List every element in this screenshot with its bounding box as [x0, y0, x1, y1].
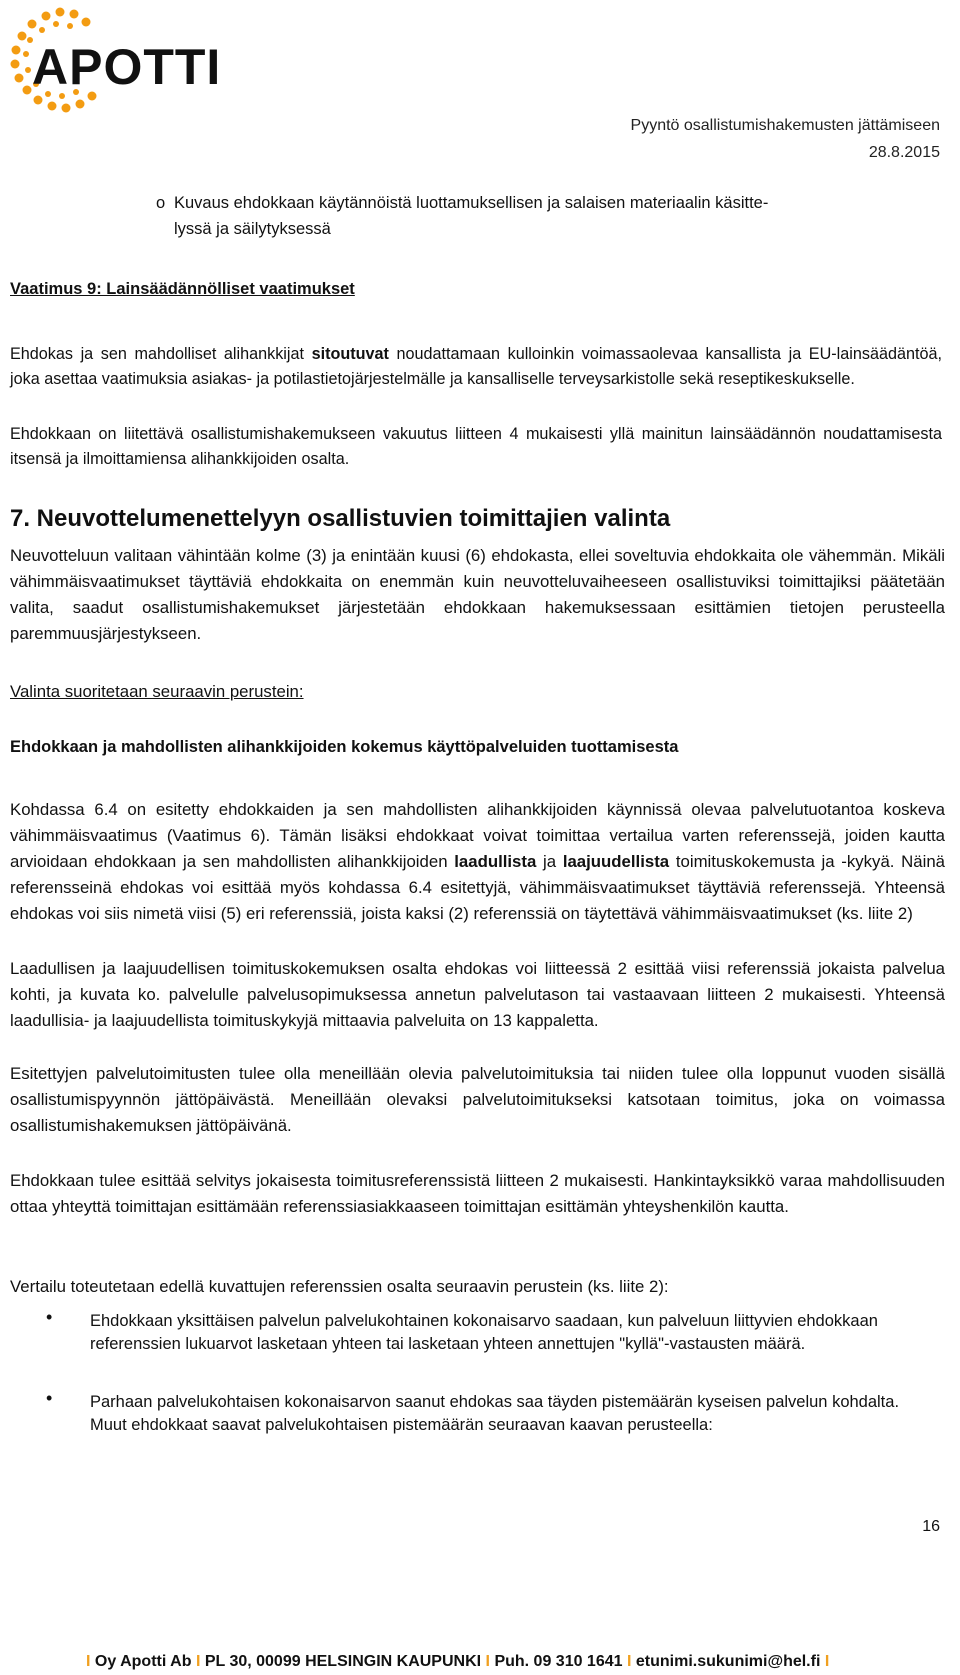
- section-paragraph-5: Ehdokkaan tulee esittää selvitys jokaisesta toimitusreferenssistä liitteen 2 mukaisesti. Hankintayksikkö varaa mahdollisuuden ottaa yhteyttä toimittajan esittämään referenssiasiakkaaseen toimittajan esittämän yhteyshenkilön kautta.: [10, 1171, 945, 1216]
- footer-address: PL 30, 00099 HELSINGIN KAUPUNKI: [204, 1653, 482, 1670]
- bullet-marker: •: [46, 1307, 53, 1327]
- intro-bullet-line2: lyssä ja säilytyksessä: [174, 220, 331, 238]
- footer-separator: I: [485, 1653, 490, 1670]
- intro-bullet-line1: Kuvaus ehdokkaan käytännöistä luottamuksellisen ja salaisen materiaalin käsitte-: [174, 194, 769, 212]
- bullet-item-1: Ehdokkaan yksittäisen palvelun palvelukohtainen kokonaisarvo saadaan, kun palveluun liittyvien ehdokkaan referenssien lukuarvot lasketaan yhteen tai lasketaan yhteen annettujen "kyllä"-vastausten määrä.: [90, 1312, 878, 1353]
- footer-company: Oy Apotti Ab: [94, 1653, 192, 1670]
- footer-phone: Puh. 09 310 1641: [494, 1653, 623, 1670]
- document-date: 28.8.2015: [868, 144, 940, 161]
- criteria-label: Valinta suoritetaan seuraavin perustein:: [10, 682, 304, 701]
- bullet-item-2: Parhaan palvelukohtaisen kokonaisarvon saanut ehdokas saa täyden pistemäärän kyseisen palvelun kohdalta. Muut ehdokkaat saavat palvelukohtaisen pistemäärän seuraavan kaavan perusteella:: [90, 1393, 900, 1434]
- footer-separator: I: [86, 1653, 91, 1670]
- section-paragraph-6: Vertailu toteutetaan edellä kuvattujen referenssien osalta seuraavin perustein (ks. liite 2):: [10, 1277, 669, 1296]
- section-heading: 7. Neuvottelumenettelyyn osallistuvien toimittajien valinta: [10, 505, 671, 532]
- requirement-paragraph-2: Ehdokkaan on liitettävä osallistumishakemukseen vakuutus liitteen 4 mukaisesti yllä mainitun lainsäädännön noudattamisesta itsensä ja ilmoittamiensa alihankkijoiden osalta.: [10, 425, 942, 468]
- footer-separator: I: [626, 1653, 632, 1670]
- bullet-marker: •: [46, 1388, 53, 1408]
- section-paragraph-1: Neuvotteluun valitaan vähintään kolme (3) ja enintään kuusi (6) ehdokasta, ellei soveltuvia ehdokkaita ole vähemmän. Mikäli vähimmäisvaatimukset täyttäviä ehdokkaita on enemmän kuin neuvotteluvaiheeseen osallistuviksi toimittajiksi päätetään valita, saadut osallistumishakemukset järjestetään ehdokkaan hakemuksessaan esittämien tietojen perusteella paremmuusjärjestykseen.: [10, 546, 945, 643]
- section-paragraph-2: Kohdassa 6.4 on esitetty ehdokkaiden ja sen mahdollisten alihankkijoiden käynnissä olevaa palvelutuotantoa koskeva vähimmäisvaatimus (Vaatimus 6). Tämän lisäksi ehdokkaat voivat toimittaa vertailua varten referenssejä, joiden kautta arvioidaan ehdokkaan ja sen mahdollisten alihankkijoiden laadullista ja laajuudellista toimituskokemusta ja -kykyä. Näinä referensseinä ehdokas voi esittää myös kohdassa 6.4 esitettyjä, vähimmäisvaatimukset täyttäviä referenssejä. Yhteensä ehdokas voi siis nimetä viisi (5) eri referenssiä, joista kaksi (2) referenssiä on täytettävä vähimmäisvaatimukset (ks. liite 2): [10, 800, 946, 923]
- footer: [86, 1653, 829, 1671]
- section-paragraph-3: Laadullisen ja laajuudellisen toimituskokemuksen osalta ehdokas voi liitteessä 2 esittää viisi referenssiä jokaista palvelua kohti, ja kuvata ko. palvelulle palvelusopimuksessa annetun palvelutason tai vastaavaan liitteen 2 mukaisesti. Yhteensä laadullisia- ja laajuudellista toimituskykyjä mittaavia palveluita on 13 kappaletta.: [10, 959, 945, 1030]
- section-paragraph-4: Esitettyjen palvelutoimitusten tulee olla meneillään olevia palvelutoimituksia tai niiden tulee olla loppunut vuoden sisällä osallistumispyynnön jättöpäivästä. Meneillään olevaksi palvelutoimitukseksi katsotaan toimitus, joka on voimassa osallistumishakemuksen jättöpäivänä.: [10, 1064, 945, 1135]
- criteria-subheading: Ehdokkaan ja mahdollisten alihankkijoiden kokemus käyttöpalveluiden tuottamisesta: [10, 738, 679, 756]
- bullet-marker-o: o: [156, 194, 166, 212]
- requirement-paragraph-1: Ehdokas ja sen mahdolliset alihankkijat sitoutuvat noudattamaan kulloinkin voimassaolevaa kansallista ja EU-lainsäädäntöä, joka asettaa vaatimuksia asiakas- ja potilastietojärjestelmälle ja kansalliselle terveysarkistolle sekä reseptikeskukselle.: [10, 345, 942, 388]
- document-title: Pyyntö osallistumishakemusten jättämiseen: [630, 117, 940, 134]
- footer-email[interactable]: etunimi.sukunimi@hel.fi: [635, 1653, 821, 1670]
- logo-text: APOTTI: [32, 39, 222, 95]
- apotti-logo: [6, 4, 246, 119]
- footer-separator: I: [824, 1653, 830, 1670]
- page-number: 16: [922, 1518, 940, 1535]
- footer-separator: I: [195, 1653, 201, 1670]
- requirement-title: Vaatimus 9: Lainsäädännölliset vaatimukset: [10, 280, 355, 298]
